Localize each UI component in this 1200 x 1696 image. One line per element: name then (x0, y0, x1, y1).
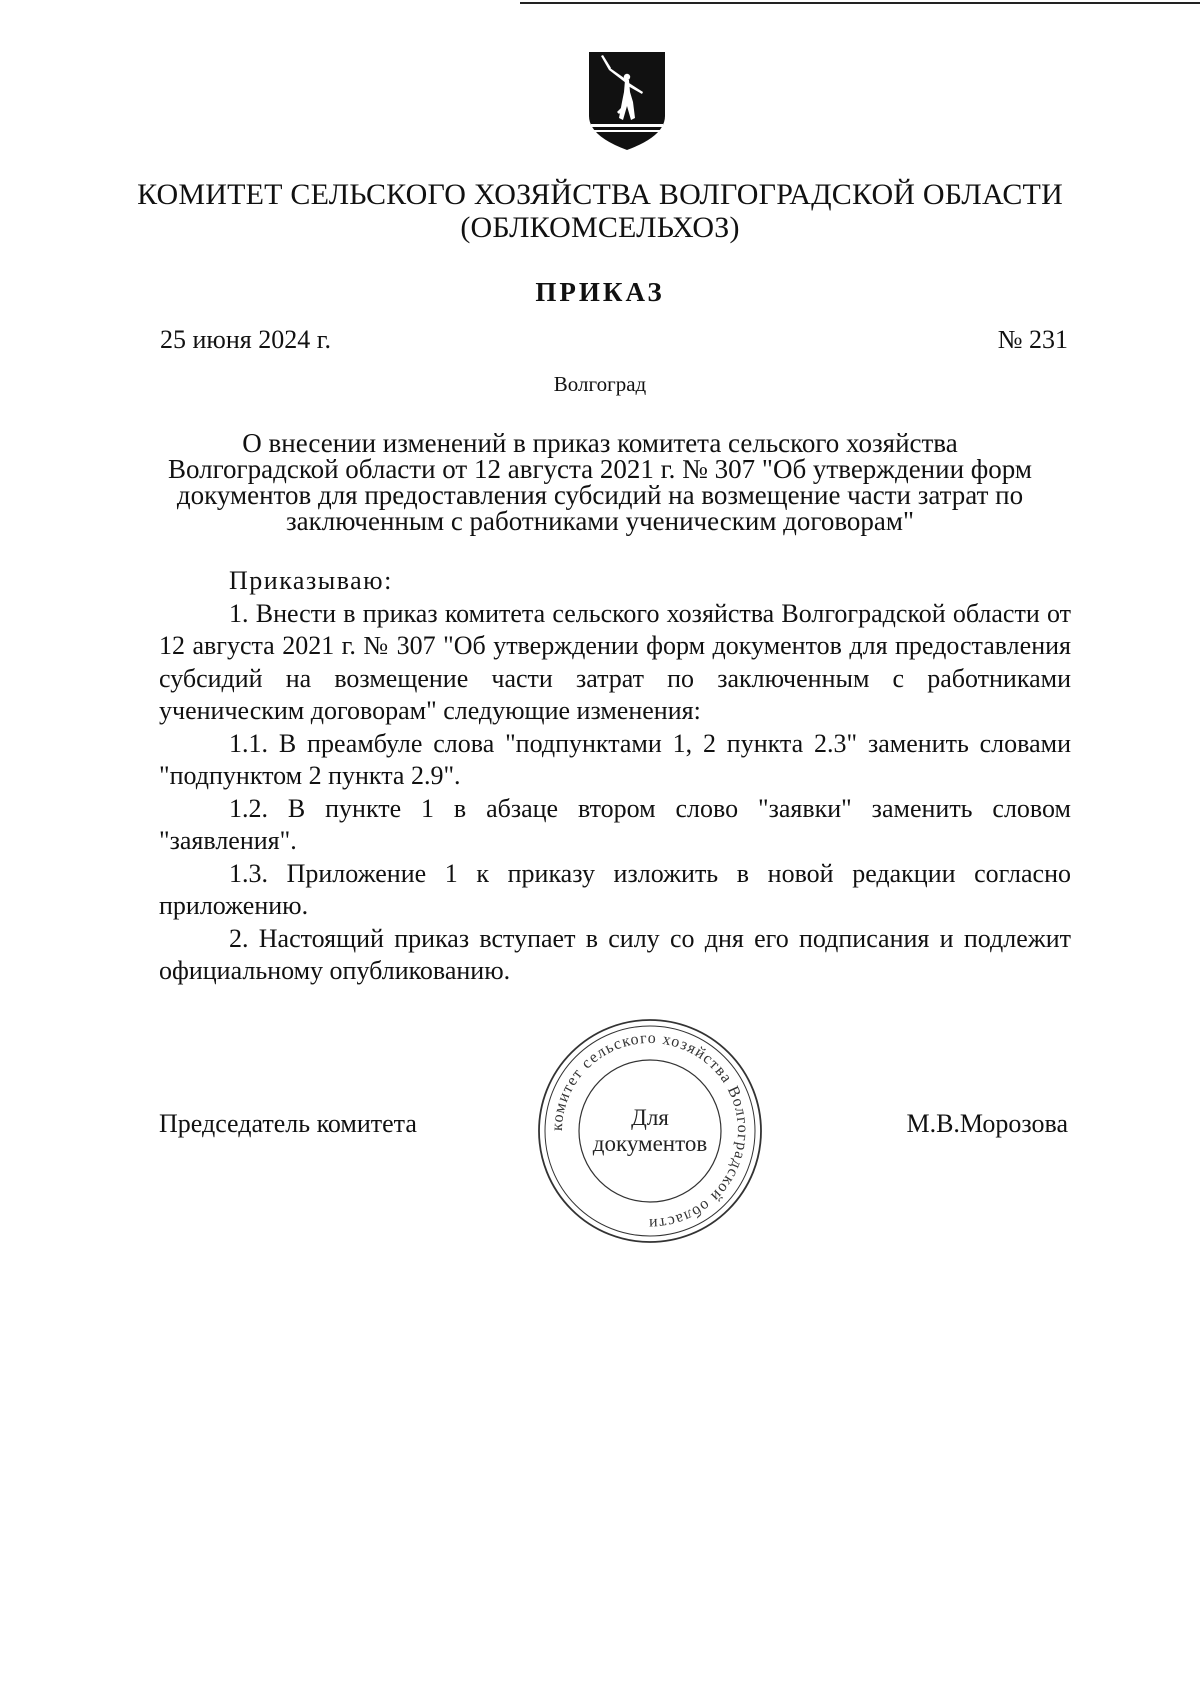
subject-line: документов для предоставления субсидий на возмещение части затрат по (176, 480, 1024, 510)
document-date: 25 июня 2024 г. (160, 325, 331, 354)
paragraph-2: 2. Настоящий приказ вступает в силу со дня его подписания и подлежит официальному опубликованию. (159, 923, 1071, 985)
document-type: ПРИКАЗ (535, 277, 665, 307)
signer-name: М.В.Морозова (906, 1109, 1068, 1138)
stamp-center-line1: Для (631, 1105, 669, 1130)
org-name: КОМИТЕТ СЕЛЬСКОГО ХОЗЯЙСТВА ВОЛГОГРАДСКОЙ ОБЛАСТИ (137, 178, 1063, 211)
signer-position: Председатель комитета (159, 1109, 417, 1138)
paragraph-1-1: 1.1. В преамбуле слова "подпунктами 1, 2 пункта 2.3" заменить словами "подпунктом 2 пункта 2.9". (159, 728, 1071, 790)
subject-line: Волгоградской области от 12 августа 2021 г. № 307 "Об утверждении форм (168, 454, 1032, 484)
subject-line: заключенным с работниками ученическим договорам" (286, 506, 914, 536)
stamp-center-line2: документов (592, 1131, 708, 1156)
subject-line: О внесении изменений в приказ комитета сельского хозяйства (242, 428, 958, 458)
org-abbreviation: (ОБЛКОМСЕЛЬХОЗ) (460, 211, 740, 244)
document-number: № 231 (997, 325, 1068, 354)
order-word: Приказываю: (229, 566, 393, 595)
paragraph-1-2: 1.2. В пункте 1 в абзаце втором слово "заявки" заменить словом "заявления". (159, 793, 1071, 855)
paragraph-1: 1. Внести в приказ комитета сельского хозяйства Волгоградской области от 12 августа 2021 г. № 307 "Об утверждении форм документов для предоставления субсидий на возмещение части затрат по заключенным с работниками ученическим договорам" следующие изменения: (159, 598, 1071, 725)
stamp-ring-text: комитет сельского хозяйства Волгоградской области (548, 1029, 752, 1233)
document-city: Волгоград (553, 372, 647, 396)
official-stamp (536, 1017, 764, 1245)
page-edge-line (520, 2, 1200, 4)
document-body (159, 565, 1071, 988)
paragraph-1-3: 1.3. Приложение 1 к приказу изложить в новой редакции согласно приложению. (159, 858, 1071, 920)
document-subject (140, 430, 1060, 534)
coat-of-arms-icon (587, 50, 667, 154)
